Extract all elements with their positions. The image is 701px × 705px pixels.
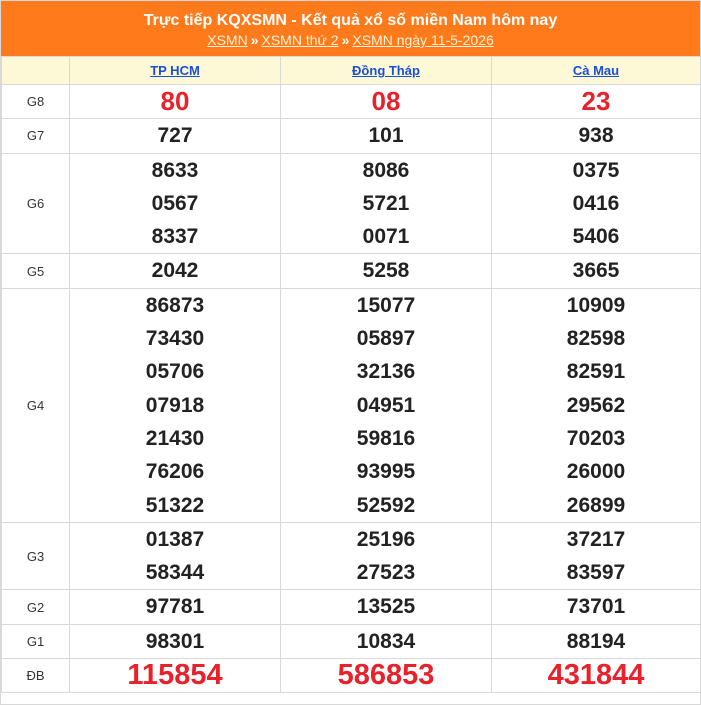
- prize-cell: [70, 119, 281, 153]
- prize-label: ĐB: [2, 659, 70, 693]
- prize-number: 05897: [356, 327, 416, 351]
- prize-number: 10909: [566, 293, 626, 317]
- prize-label: G8: [2, 85, 70, 119]
- breadcrumb-link-date[interactable]: XSMN ngày 11-5-2026: [352, 32, 494, 48]
- prize-cell: [281, 119, 492, 153]
- prize-cell: [281, 153, 492, 254]
- prize-cell: [492, 522, 701, 590]
- prize-cell: [70, 85, 281, 119]
- prize-number: 58344: [145, 561, 205, 585]
- prize-cell: [281, 288, 492, 522]
- prize-number: 86873: [145, 293, 205, 317]
- prize-number: 08: [371, 86, 401, 116]
- prize-cell: [70, 254, 281, 288]
- prize-number: 2042: [151, 259, 199, 283]
- prize-number: 586853: [337, 659, 435, 692]
- province-link-ca-mau[interactable]: Cà Mau: [572, 63, 620, 78]
- prize-row: [2, 254, 701, 288]
- prize-number: 21430: [145, 426, 205, 450]
- prize-number: 07918: [145, 393, 205, 417]
- prize-label: G2: [2, 590, 70, 624]
- prize-cell: [492, 119, 701, 153]
- prize-row: [2, 522, 701, 590]
- prize-cell: [281, 254, 492, 288]
- prize-number: 70203: [566, 426, 626, 450]
- prize-number: 15077: [356, 293, 416, 317]
- breadcrumb-link-weekday[interactable]: XSMN thứ 2: [261, 32, 339, 48]
- prize-cell: [492, 153, 701, 254]
- breadcrumb-separator: »: [341, 32, 350, 48]
- prize-label: G6: [2, 153, 70, 254]
- prize-label: G4: [2, 288, 70, 522]
- prize-cell: [281, 522, 492, 590]
- prize-label: G7: [2, 119, 70, 153]
- province-link-dong-thap[interactable]: Đồng Tháp: [352, 63, 420, 78]
- prize-table-body: [2, 85, 701, 693]
- province-link-tp-hcm[interactable]: TP HCM: [150, 63, 200, 78]
- breadcrumb-separator: »: [250, 32, 259, 48]
- prize-number: 5258: [362, 259, 410, 283]
- prize-number: 29562: [566, 393, 626, 417]
- prize-cell: [70, 624, 281, 658]
- prize-number: 88194: [566, 629, 626, 653]
- prize-number: 10834: [356, 629, 416, 653]
- prize-number: 26000: [566, 460, 626, 484]
- prize-number: 73701: [566, 595, 626, 619]
- prize-number: 82598: [566, 327, 626, 351]
- prize-number: 25196: [356, 527, 416, 551]
- prize-cell: [70, 522, 281, 590]
- prize-number: 76206: [145, 460, 205, 484]
- prize-number: 04951: [356, 393, 416, 417]
- prize-number: 101: [368, 124, 404, 148]
- prize-number: 26899: [566, 493, 626, 517]
- prize-number: 73430: [145, 327, 205, 351]
- province-header: [492, 57, 701, 85]
- breadcrumb-link-xsmn[interactable]: XSMN: [207, 32, 248, 48]
- prize-number: 0375: [572, 158, 620, 182]
- prize-cell: [281, 624, 492, 658]
- prize-cell: [70, 153, 281, 254]
- prize-number: 115854: [127, 659, 223, 692]
- prize-number: 97781: [145, 595, 205, 619]
- prize-label: G5: [2, 254, 70, 288]
- prize-number: 32136: [356, 360, 416, 384]
- prize-cell: [281, 590, 492, 624]
- prize-row: [2, 119, 701, 153]
- prize-cell: [281, 85, 492, 119]
- prize-cell: [492, 659, 701, 693]
- page-title: Trực tiếp KQXSMN - Kết quả xổ số miền Nam hôm nay: [143, 12, 558, 29]
- prize-cell: [70, 590, 281, 624]
- prize-number: 83597: [566, 561, 626, 585]
- corner-cell: [2, 57, 70, 85]
- prize-row: [2, 85, 701, 119]
- prize-label: G3: [2, 522, 70, 590]
- prize-number: 3665: [572, 259, 620, 283]
- prize-number: 98301: [145, 629, 205, 653]
- prize-cell: [492, 254, 701, 288]
- prize-number: 431844: [547, 659, 645, 692]
- prize-cell: [492, 85, 701, 119]
- prize-cell: [70, 288, 281, 522]
- prize-row: [2, 659, 701, 693]
- prize-number: 8086: [362, 158, 410, 182]
- prize-number: 52592: [356, 493, 416, 517]
- prize-row: [2, 590, 701, 624]
- results-header: [1, 1, 700, 56]
- province-header: [281, 57, 492, 85]
- prize-number: 8633: [151, 158, 199, 182]
- prize-number: 13525: [356, 595, 416, 619]
- prize-number: 80: [160, 86, 190, 116]
- prize-number: 0567: [151, 191, 199, 215]
- province-header-row: [2, 57, 701, 85]
- prize-number: 5721: [362, 191, 410, 215]
- province-header: [70, 57, 281, 85]
- prize-number: 0071: [362, 225, 410, 249]
- prize-number: 8337: [151, 225, 199, 249]
- prize-number: 01387: [145, 527, 205, 551]
- prize-cell: [492, 288, 701, 522]
- prize-number: 37217: [566, 527, 626, 551]
- prize-row: [2, 153, 701, 254]
- prize-cell: [70, 659, 281, 693]
- prize-row: [2, 288, 701, 522]
- prize-number: 27523: [356, 561, 416, 585]
- prize-number: 23: [581, 86, 611, 116]
- results-table: [1, 56, 701, 693]
- prize-label: G1: [2, 624, 70, 658]
- prize-number: 938: [578, 124, 614, 148]
- prize-number: 59816: [356, 426, 416, 450]
- prize-number: 82591: [566, 360, 626, 384]
- prize-number: 5406: [572, 225, 620, 249]
- prize-number: 93995: [356, 460, 416, 484]
- prize-cell: [492, 624, 701, 658]
- prize-number: 05706: [145, 360, 205, 384]
- prize-number: 51322: [145, 493, 205, 517]
- prize-cell: [281, 659, 492, 693]
- breadcrumb: [1, 31, 700, 49]
- prize-row: [2, 624, 701, 658]
- prize-cell: [492, 590, 701, 624]
- prize-number: 0416: [572, 191, 620, 215]
- prize-number: 727: [157, 124, 193, 148]
